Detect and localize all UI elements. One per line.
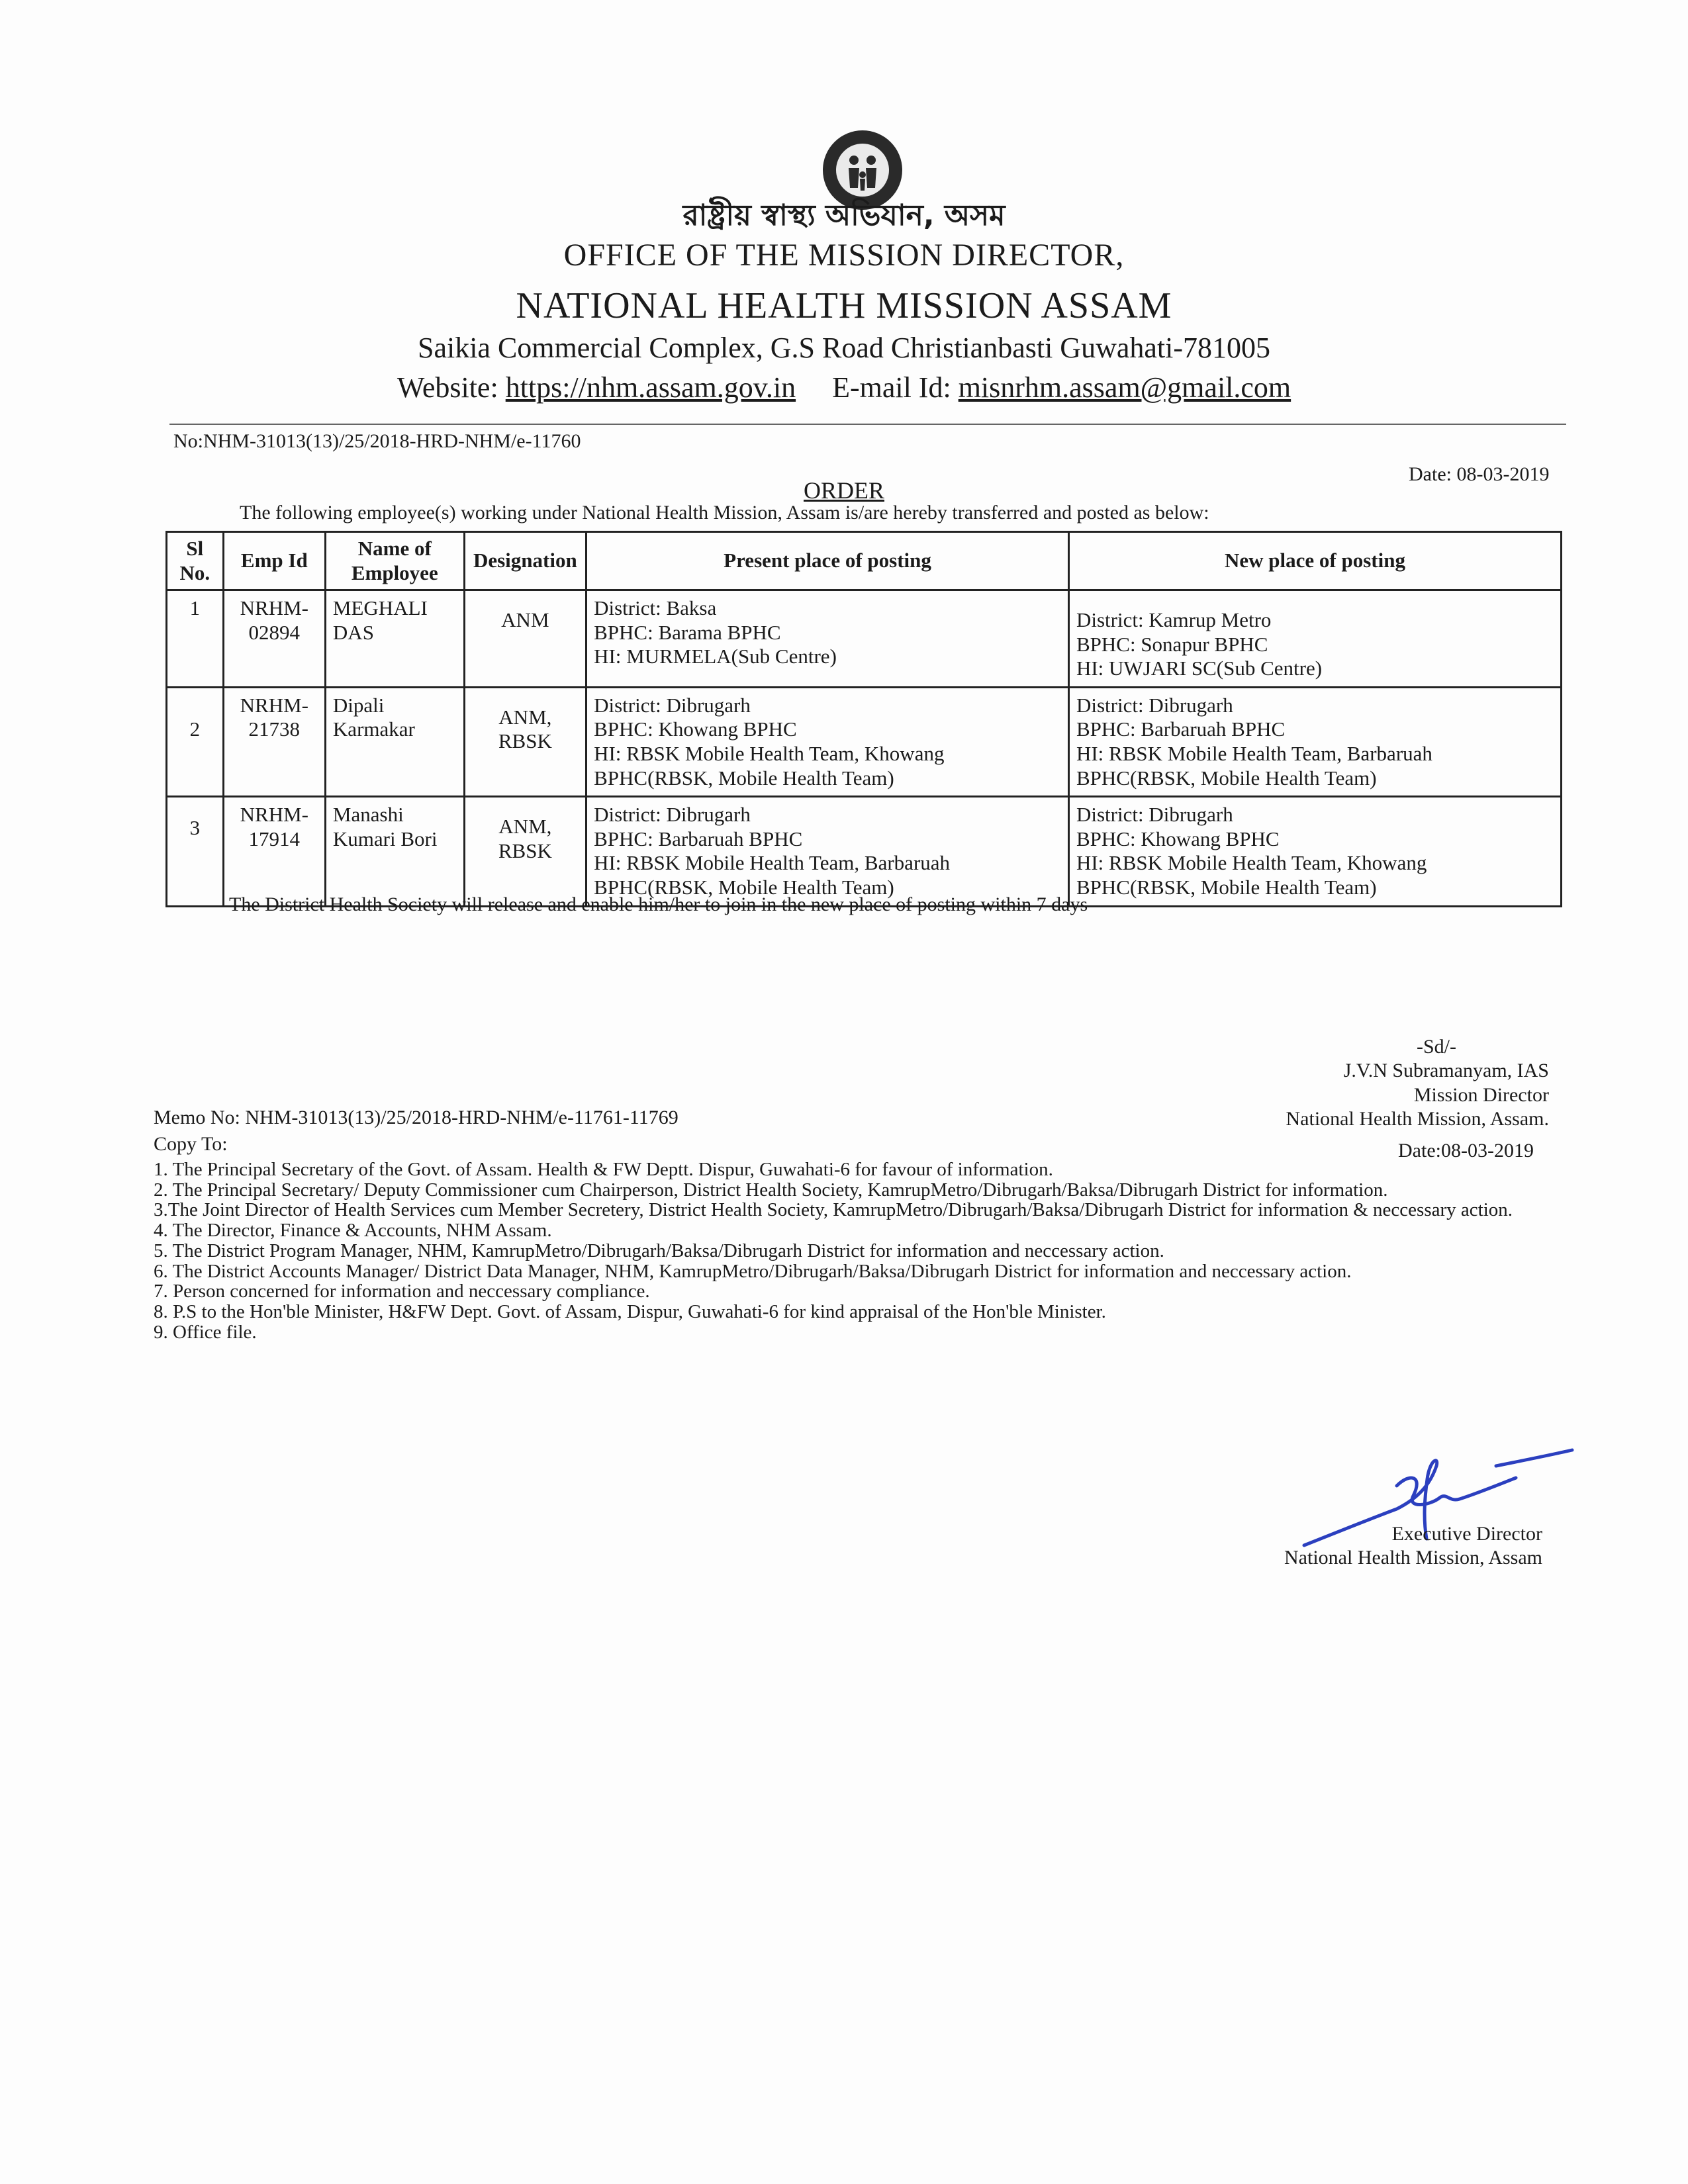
cell-sl-no: 2 xyxy=(167,687,224,796)
email-link[interactable]: misnrhm.assam@gmail.com xyxy=(958,371,1291,404)
header-new-posting: New place of posting xyxy=(1068,532,1561,590)
mission-director-signature-block xyxy=(1244,1059,1549,1132)
email-label: E-mail Id: xyxy=(832,371,951,404)
list-item: 2. The Principal Secretary/ Deputy Commissioner cum Chairperson, District Health Society, KamrupMetro/Dibrugarh/Baksa/Dibrugarh District for information. xyxy=(154,1179,1388,1201)
sd-mark: -Sd/- xyxy=(1417,1036,1456,1058)
signatory-title: Executive Director xyxy=(1391,1523,1542,1545)
assamese-title: রাষ্ট্রীয় স্বাস্থ্য অভিযান, অসম xyxy=(682,199,1006,232)
cell-new-posting: District: Kamrup Metro BPHC: Sonapur BPHC HI: UWJARI SC(Sub Centre) xyxy=(1068,590,1561,688)
list-item: 8. P.S to the Hon'ble Minister, H&FW Dept. Govt. of Assam, Dispur, Guwahati-6 for kind appraisal of the Hon'ble Minister. xyxy=(154,1301,1106,1323)
cell-emp-id: NRHM- 21738 xyxy=(223,687,325,796)
executive-director-signature-block xyxy=(1218,1522,1542,1570)
cell-emp-id: NRHM- 17914 xyxy=(223,797,325,906)
cell-designation: ANM, RBSK xyxy=(464,797,586,906)
office-line-2: NATIONAL HEALTH MISSION ASSAM xyxy=(516,285,1172,326)
reference-number: No:NHM-31013(13)/25/2018-HRD-NHM/e-11760 xyxy=(173,430,581,452)
list-item: 5. The District Program Manager, NHM, KamrupMetro/Dibrugarh/Baksa/Dibrugarh District for information and neccessary action. xyxy=(154,1240,1164,1261)
order-date: Date: 08-03-2019 xyxy=(1409,463,1550,485)
table-header-row xyxy=(167,532,1562,590)
copy-to-label: Copy To: xyxy=(154,1133,228,1155)
contact-line xyxy=(0,371,1688,404)
website-label: Website: xyxy=(397,371,498,404)
cell-present-posting: District: Baksa BPHC: Barama BPHC HI: MURMELA(Sub Centre) xyxy=(586,590,1069,688)
memo-number: Memo No: NHM-31013(13)/25/2018-HRD-NHM/e-11761-11769 xyxy=(154,1107,679,1128)
signatory-org: National Health Mission, Assam. xyxy=(1286,1108,1549,1130)
cell-new-posting: District: Dibrugarh BPHC: Barbaruah BPHC HI: RBSK Mobile Health Team, Barbaruah BPHC(RBSK, Mobile Health Team) xyxy=(1068,687,1561,796)
list-item: 1. The Principal Secretary of the Govt. of Assam. Health & FW Deptt. Dispur, Guwahati-6 for favour of information. xyxy=(154,1159,1053,1180)
cell-designation: ANM xyxy=(464,590,586,688)
header-sl-no: Sl No. xyxy=(167,532,224,590)
cell-present-posting: District: Dibrugarh BPHC: Khowang BPHC HI: RBSK Mobile Health Team, Khowang BPHC(RBSK, Mobile Health Team) xyxy=(586,687,1069,796)
transfer-table xyxy=(165,531,1562,907)
signatory-name: J.V.N Subramanyam, IAS xyxy=(1343,1060,1549,1081)
cell-emp-id: NRHM- 02894 xyxy=(223,590,325,688)
cell-employee-name: Dipali Karmakar xyxy=(325,687,464,796)
order-title: ORDER xyxy=(803,477,884,504)
cell-present-posting: District: Dibrugarh BPHC: Barbaruah BPHC HI: RBSK Mobile Health Team, Barbaruah BPHC(RBSK, Mobile Health Team) xyxy=(586,797,1069,906)
cell-designation: ANM, RBSK xyxy=(464,687,586,796)
cell-employee-name: MEGHALI DAS xyxy=(325,590,464,688)
intro-text: The following employee(s) working under National Health Mission, Assam is/are hereby transferred and posted as below: xyxy=(240,502,1209,523)
signatory-title: Mission Director xyxy=(1413,1083,1549,1106)
table-row xyxy=(167,797,1562,906)
header-present-posting: Present place of posting xyxy=(586,532,1069,590)
list-item: 3.The Joint Director of Health Services cum Member Secretery, District Health Society, KamrupMetro/Dibrugarh/Baksa/Dibrugarh District for information & neccessary action. xyxy=(154,1199,1513,1221)
header-emp-id: Emp Id xyxy=(223,532,325,590)
memo-date: Date:08-03-2019 xyxy=(1398,1140,1534,1161)
table-row xyxy=(167,590,1562,688)
cell-sl-no: 1 xyxy=(167,590,224,688)
copy-list xyxy=(154,1160,1564,1343)
header-divider xyxy=(169,424,1566,425)
list-item: 7. Person concerned for information and neccessary compliance. xyxy=(154,1281,650,1302)
table-row xyxy=(167,687,1562,796)
header-employee-name: Name of Employee xyxy=(325,532,464,590)
list-item: 6. The District Accounts Manager/ District Data Manager, NHM, KamrupMetro/Dibrugarh/Baksa/Dibrugarh District for information and neccessary action. xyxy=(154,1260,1352,1282)
office-line-1: OFFICE OF THE MISSION DIRECTOR, xyxy=(563,238,1125,273)
header-designation: Designation xyxy=(464,532,586,590)
office-address: Saikia Commercial Complex, G.S Road Christianbasti Guwahati-781005 xyxy=(417,332,1271,364)
list-item: 9. Office file. xyxy=(154,1321,257,1343)
list-item: 4. The Director, Finance & Accounts, NHM Assam. xyxy=(154,1220,552,1242)
cell-employee-name: Manashi Kumari Bori xyxy=(325,797,464,906)
cell-sl-no: 3 xyxy=(167,797,224,906)
website-link[interactable]: https://nhm.assam.gov.in xyxy=(505,371,796,404)
release-note: The District Health Society will release and enable him/her to join in the new place of posting within 7 days xyxy=(229,893,1088,915)
cell-new-posting: District: Dibrugarh BPHC: Khowang BPHC HI: RBSK Mobile Health Team, Khowang BPHC(RBSK, Mobile Health Team) xyxy=(1068,797,1561,906)
signatory-org: National Health Mission, Assam xyxy=(1284,1547,1542,1569)
